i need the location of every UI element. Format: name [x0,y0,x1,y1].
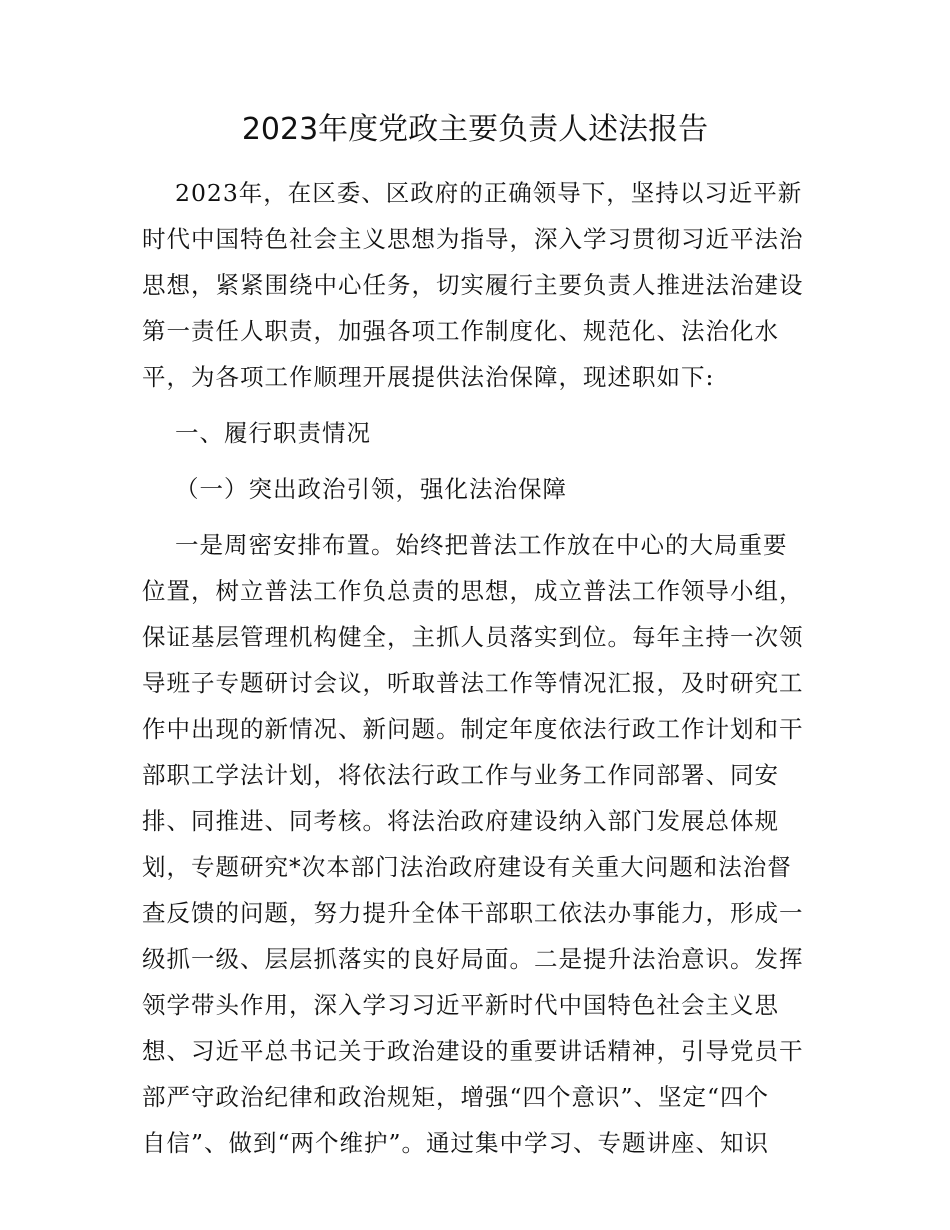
subsection-heading: （一）突出政治引领，强化法治保障 [175,475,567,503]
paragraph-line: 导班子专题研讨会议，听取普法工作等情况汇报，及时研究工 [142,669,804,697]
paragraph-line: 第一责任人职责，加强各项工作制度化、规范化、法治化水 [142,317,779,345]
paragraph-line: 领学带头作用，深入学习习近平新时代中国特色社会主义思 [142,991,779,1019]
paragraph-line: 排、同推进、同考核。将法治政府建设纳入部门发展总体规 [142,807,779,835]
paragraph-line: 一是周密安排布置。始终把普法工作放在中心的大局重要 [175,531,788,559]
paragraph-line: 自信”、做到“两个维护”。通过集中学习、专题讲座、知识 [142,1129,770,1157]
paragraph-line: 时代中国特色社会主义思想为指导，深入学习贯彻习近平法治 [142,225,804,253]
paragraph-line: 思想，紧紧围绕中心任务，切实履行主要负责人推进法治建设 [142,271,804,299]
paragraph-line: 想、习近平总书记关于政治建设的重要讲话精神，引导党员干 [142,1037,804,1065]
paragraph-line: 作中出现的新情况、新问题。制定年度依法行政工作计划和干 [142,715,804,743]
section-heading: 一、履行职责情况 [175,419,371,447]
paragraph-line: 保证基层管理机构健全，主抓人员落实到位。每年主持一次领 [142,623,804,651]
paragraph-line: 部严守政治纪律和政治规矩，增强“四个意识”、坚定“四个 [142,1083,770,1111]
paragraph-line: 划，专题研究*次本部门法治政府建设有关重大问题和法治督 [142,853,792,881]
document-title: 2023年度党政主要负责人述法报告 [241,112,709,147]
paragraph-line: 2023年，在区委、区政府的正确领导下，坚持以习近平新 [175,179,803,207]
paragraph-line: 级抓一级、层层抓落实的良好局面。二是提升法治意识。发挥 [142,945,804,973]
paragraph-line: 位置，树立普法工作负总责的思想，成立普法工作领导小组， [142,577,804,605]
document-body [142,170,812,1166]
paragraph-line: 平，为各项工作顺理开展提供法治保障，现述职如下: [142,363,715,391]
paragraph-line: 查反馈的问题，努力提升全体干部职工依法办事能力，形成一 [142,899,804,927]
paragraph-line: 部职工学法计划，将依法行政工作与业务工作同部署、同安 [142,761,779,789]
